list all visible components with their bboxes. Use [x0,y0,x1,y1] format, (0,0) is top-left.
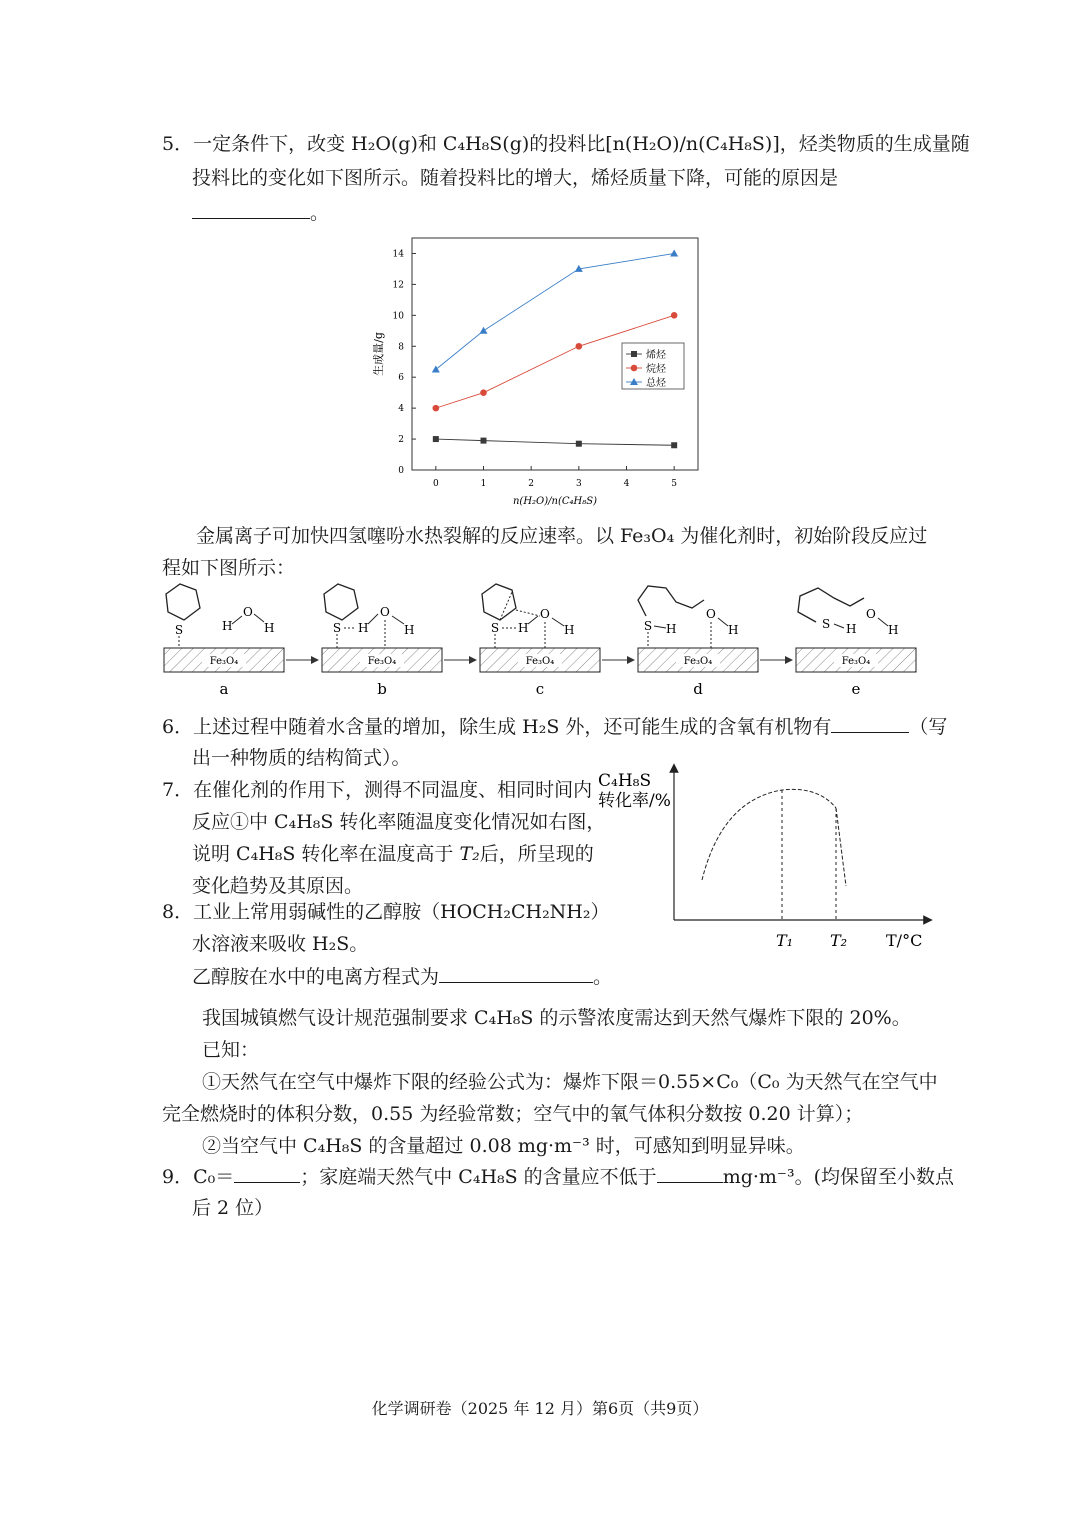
svg-text:H: H [728,623,739,637]
svg-text:H: H [888,623,899,637]
step-a [164,584,284,698]
x-tick-label: 3 [575,479,582,489]
page-footer: 化学调研卷（2025 年 12 月）第6页（共9页） [371,1399,709,1418]
x-axis-label: n(H₂O)/n(C₄H₈S) [512,496,598,507]
q5-line2: 投料比的变化如下图所示。随着投料比的增大，烯烃质量下降，可能的原因是 [192,167,839,189]
q5-line3 [192,196,329,229]
step-e [796,588,916,698]
svg-text:Fe₃O₄: Fe₃O₄ [367,656,397,667]
y-tick-label: 12 [392,280,404,291]
conversion-curve-drop [836,808,846,886]
point-marker [481,438,487,444]
svg-text:Fe₃O₄: Fe₃O₄ [525,656,555,667]
q7-line2: 反应①中 C₄H₈S 转化率随温度变化情况如右图， [192,811,606,833]
metal-intro-line2: 程如下图所示： [162,557,296,579]
point-marker [432,365,440,372]
conversion-chart [592,762,938,962]
svg-text:H: H [222,619,233,633]
svg-text:O: O [243,605,253,619]
gas-intro-line2: 已知： [202,1039,260,1061]
t1-label: T₁ [776,931,794,950]
q5-line1: 5．一定条件下，改变 H₂O(g)和 C₄H₈S(g)的投料比[n(H₂O)/n(C₄H₈S)]，烃类物质的生成量随 [162,133,970,155]
svg-text:S: S [643,619,653,633]
svg-text:Fe₃O₄: Fe₃O₄ [841,656,871,667]
point-marker [480,389,487,396]
x-tick-label: 2 [528,479,535,489]
point-marker [433,405,440,412]
metal-intro-line1: 金属离子可加快四氢噻吩水热裂解的反应速率。以 Fe₃O₄ 为催化剂时，初始阶段反应过 [196,525,928,547]
point-marker [671,442,677,448]
svg-text:H: H [358,621,369,635]
y-tick-label: 8 [398,342,404,353]
svg-text:S: S [822,617,831,631]
y-tick-label: 4 [398,404,404,415]
mechanism-diagram [150,578,930,704]
step-label-a: a [219,680,229,698]
svg-text:H: H [404,623,415,637]
svg-text:Fe₃O₄: Fe₃O₄ [209,656,239,667]
step-b [322,584,442,698]
q9-c0-blank[interactable] [234,1160,300,1183]
x-tick-label: 5 [671,479,678,489]
gas-intro-line4: 完全燃烧时的体积分数，0.55 为经验常数；空气中的氧气体积分数按 0.20 计算）； [162,1103,864,1125]
q6-answer-blank[interactable] [831,710,909,733]
y-tick-label: 6 [398,373,404,384]
svg-text:O: O [706,607,716,621]
t2-label: T₂ [830,931,848,950]
q9-line2: 后 2 位） [192,1197,274,1219]
svg-text:S: S [332,621,342,635]
q8-line1: 8．工业上常用弱碱性的乙醇胺（HOCH₂CH₂NH₂） [162,901,610,923]
x-tick-label: 4 [623,479,630,489]
series-square [433,436,677,448]
svg-text:H: H [264,621,275,635]
y-axis-label: 生成量/g [372,332,385,376]
step-c [480,584,600,698]
q9-line1: 9．C₀＝ ；家庭端天然气中 C₄H₈S 的含量应不低于 mg·m⁻³。(均保留至小数点 [162,1160,954,1193]
yield-chart [360,228,710,518]
q6-line2: 出一种物质的结构简式）。 [192,747,411,769]
step-d [638,586,758,698]
q7-line4: 变化趋势及其原因。 [192,875,364,897]
q9-content-blank[interactable] [657,1160,723,1183]
chart-legend [622,343,684,389]
point-marker [480,327,488,334]
point-marker [631,365,638,372]
gas-intro-line3: ①天然气在空气中爆炸下限的经验公式为：爆炸下限＝0.55×C₀（C₀ 为天然气在空气中 [202,1071,938,1093]
svg-text:Fe₃O₄: Fe₃O₄ [683,656,713,667]
q6-line1: 6．上述过程中随着水含量的增加，除生成 H₂S 外，还可能生成的含氧有机物有 （写 [162,710,947,743]
gas-intro-line5: ②当空气中 C₄H₈S 的含量超过 0.08 mg·m⁻³ 时，可感知到明显异味。 [202,1135,805,1157]
svg-text:S: S [174,623,184,637]
point-marker [576,441,582,447]
svg-text:O: O [380,605,390,619]
gas-intro-line1: 我国城镇燃气设计规范强制要求 C₄H₈S 的示警浓度需达到天然气爆炸下限的 20%。 [202,1007,911,1029]
y-tick-label: 14 [392,249,404,260]
svg-text:H: H [666,622,677,636]
x-tick-label: 1 [480,479,487,489]
y-tick-label: 0 [398,466,404,476]
q7-line1: 7．在催化剂的作用下，测得不同温度、相同时间内 [162,779,593,801]
q5-end: 。 [310,202,330,224]
svg-text:H: H [564,623,575,637]
legend-label: 烷烃 [646,364,666,375]
conv-xlabel: T/°C [886,931,923,950]
series-line [436,439,674,445]
svg-text:H: H [846,622,857,636]
legend-label: 烯烃 [646,350,666,361]
q8-line3: 乙醇胺在水中的电离方程式为 。 [192,960,612,993]
x-tick-label: 0 [432,479,439,489]
step-label-c: c [535,680,545,698]
step-label-e: e [851,680,861,698]
step-label-b: b [377,680,387,698]
q5-answer-blank[interactable] [192,196,310,219]
conv-ylabel-2: 转化率/% [598,791,671,811]
q8-answer-blank[interactable] [439,960,593,983]
y-tick-label: 10 [392,311,404,322]
conversion-curve [702,789,836,880]
svg-text:S: S [490,621,500,635]
point-marker [576,343,583,350]
q8-line2: 水溶液来吸收 H₂S。 [192,933,369,955]
point-marker [670,249,678,256]
point-marker [631,351,637,357]
legend-label: 总烃 [646,378,666,389]
svg-text:H: H [518,621,529,635]
point-marker [671,312,678,319]
y-tick-label: 2 [398,435,404,446]
svg-text:O: O [866,607,876,621]
step-label-d: d [693,680,703,698]
q7-line3: 说明 C₄H₈S 转化率在温度高于 T₂后，所呈现的 [192,843,594,865]
svg-text:O: O [540,607,550,621]
point-marker [433,436,439,442]
conv-ylabel-1: C₄H₈S [598,771,652,791]
